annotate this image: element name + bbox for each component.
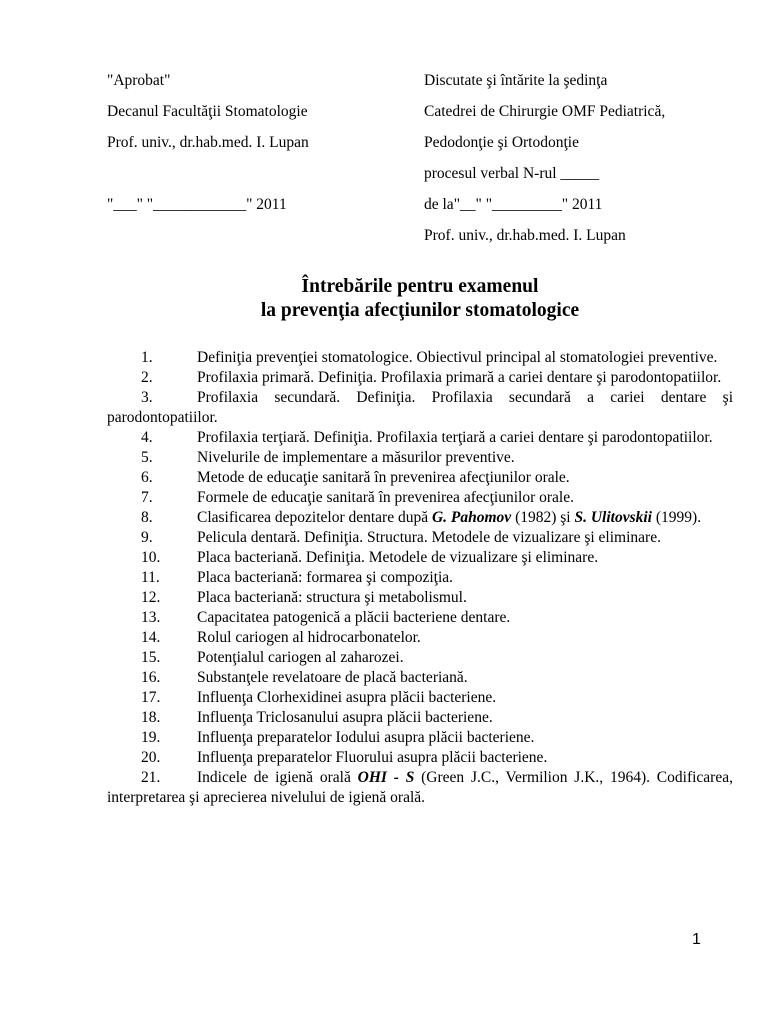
approval-date: "___" "____________" 2011 (107, 196, 287, 213)
list-item: 16. Substanţele revelatoare de placă bacteriană. (141, 669, 468, 686)
list-item: 9. Pelicula dentară. Definiţia. Structura. Metodele de vizualizare şi eliminare. (141, 529, 661, 546)
list-item: 8. Clasificarea depozitelor dentare după G. Pahomov (1982) şi S. Ulitovskii (1999). (141, 509, 702, 526)
dean-name: Prof. univ., dr.hab.med. I. Lupan (107, 134, 309, 151)
discussion-block (424, 71, 734, 257)
title-line-1: Întrebările pentru examenul (301, 276, 539, 297)
list-item: 15. Potenţialul cariogen al zaharozei. (141, 649, 404, 666)
discussion-line-4: procesul verbal N-rul _____ (424, 165, 600, 182)
discussion-line-1: Discutate şi întărite la şedinţa (424, 72, 608, 89)
list-item: 18. Influenţa Triclosanului asupra plăcii bacteriene. (141, 709, 493, 726)
list-item: 11. Placa bacteriană: formarea şi compoziţia. (141, 569, 454, 586)
list-item: 3. Profilaxia secundară. Definiţia. Profilaxia secundară a cariei dentare şi parodontopatiilor. (107, 389, 733, 426)
title-line-2: la prevenţia afecţiunilor stomatologice (260, 300, 580, 321)
list-item: 5. Nivelurile de implementare a măsurilor preventive. (141, 449, 515, 466)
list-item: 21. Indicele de igienă orală OHI - S (Green J.C., Vermilion J.K., 1964). Codificarea, interpretarea şi aprecierea nivelului de igienă orală. (107, 769, 733, 806)
list-item: 20. Influenţa preparatelor Fluorului asupra plăcii bacteriene. (141, 749, 548, 766)
list-item: 1. Definiţia prevenţiei stomatologice. Obiectivul principal al stomatologiei preventive. (141, 349, 718, 366)
list-item: 10. Placa bacteriană. Definiţia. Metodele de vizualizare şi eliminare. (141, 549, 599, 566)
list-item: 17. Influenţa Clorhexidinei asupra plăcii bacteriene. (141, 689, 497, 706)
question-list (107, 348, 733, 808)
list-item: 6. Metode de educaţie sanitară în prevenirea afecţiunilor orale. (141, 469, 570, 486)
discussion-line-6: Prof. univ., dr.hab.med. I. Lupan (424, 227, 626, 244)
list-item: 7. Formele de educaţie sanitară în prevenirea afecţiunilor orale. (141, 489, 574, 506)
approved-label: "Aprobat" (107, 72, 171, 89)
list-item: 19. Influenţa preparatelor Iodului asupra plăcii bacteriene. (141, 729, 535, 746)
list-item: 13. Capacitatea patogenică a plăcii bacteriene dentare. (141, 609, 511, 626)
list-item: 2. Profilaxia primară. Definiţia. Profilaxia primară a cariei dentare şi parodontopatiilor. (141, 369, 722, 386)
discussion-line-2: Catedrei de Chirurgie OMF Pediatrică, (424, 103, 666, 120)
dean-title: Decanul Facultăţii Stomatologie (107, 103, 308, 120)
list-item: 4. Profilaxia terţiară. Definiţia. Profilaxia terţiară a cariei dentare şi parodontopatiilor. (141, 429, 713, 446)
page-number: 1 (692, 931, 701, 948)
discussion-line-3: Pedodonţie şi Ortodonţie (424, 134, 579, 151)
approval-block (107, 71, 407, 226)
list-item: 12. Placa bacteriană: structura şi metabolismul. (141, 589, 467, 606)
document-title (107, 275, 733, 323)
list-item: 14. Rolul cariogen al hidrocarbonatelor. (141, 629, 421, 646)
discussion-line-5: de la"__" "_________" 2011 (424, 196, 603, 213)
